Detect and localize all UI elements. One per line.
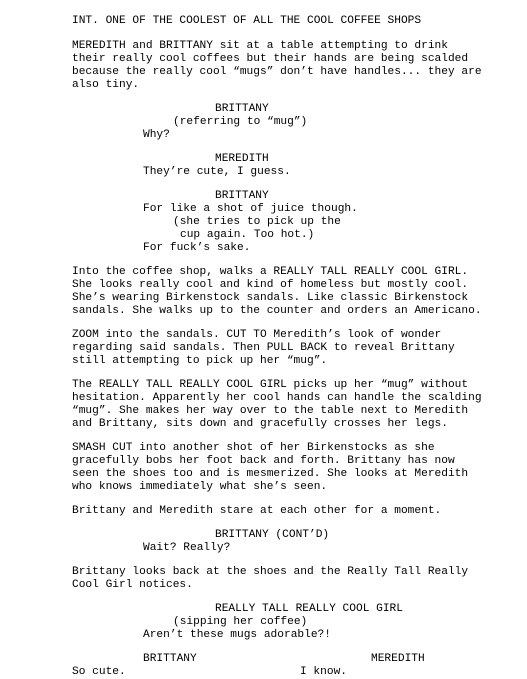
dialogue-line: They’re cute, I guess. <box>143 166 291 178</box>
action-line: Brittany looks back at the shoes and the Really Tall Really <box>72 566 469 578</box>
action-line: gracefully bobs her foot back and forth. Brittany has now <box>72 455 455 467</box>
parenthetical: cup again. Too hot.) <box>180 229 315 241</box>
action-line: She looks really cool and kind of homeless but mostly cool. <box>72 279 469 291</box>
action-line: still attempting to pick up her “mug”. <box>72 355 328 367</box>
scene-heading: INT. ONE OF THE COOLEST OF ALL THE COOL COFFEE SHOPS <box>72 15 422 27</box>
action-line: because the really cool “mugs” don’t have handles... they are <box>72 66 482 78</box>
action-line: and Brittany, sits down and gracefully crosses her legs. <box>72 418 448 430</box>
character-name: MEREDITH <box>215 153 269 165</box>
action-line: ZOOM into the sandals. CUT TO Meredith’s look of wonder <box>72 329 442 341</box>
character-name: BRITTANY <box>215 190 269 202</box>
character-name: BRITTANY <box>215 103 269 115</box>
dialogue-line: For fuck’s sake. <box>143 242 251 254</box>
dialogue-line: For like a shot of juice though. <box>143 203 358 215</box>
action-line: SMASH CUT into another shot of her Birkenstocks as she <box>72 442 435 454</box>
action-line: “mug”. She makes her way over to the table next to Meredith <box>72 405 469 417</box>
parenthetical: (she tries to pick up the <box>173 216 341 228</box>
action-line: hesitation. Apparently her cool hands can handle the scalding <box>72 392 482 404</box>
character-name: MEREDITH <box>371 653 425 665</box>
dialogue-line: Why? <box>143 129 170 141</box>
dialogue-line: I know. <box>300 666 347 678</box>
character-name: BRITTANY (CONT’D) <box>215 529 330 541</box>
action-line: their really cool coffees but their hands are being scalded <box>72 53 469 65</box>
character-name: REALLY TALL REALLY COOL GIRL <box>215 603 403 615</box>
action-line: Cool Girl notices. <box>72 579 193 591</box>
parenthetical: (referring to “mug”) <box>173 116 308 128</box>
action-line: sandals. She walks up to the counter and orders an Americano. <box>72 305 482 317</box>
character-name: BRITTANY <box>143 653 197 665</box>
action-line: regarding said sandals. Then PULL BACK to reveal Brittany <box>72 342 455 354</box>
action-line: Brittany and Meredith stare at each other for a moment. <box>72 505 442 517</box>
dialogue-line: Aren’t these mugs adorable?! <box>143 629 331 641</box>
action-line: MEREDITH and BRITTANY sit at a table attempting to drink <box>72 40 448 52</box>
dialogue-line: So cute. <box>72 666 126 678</box>
action-line: also tiny. <box>72 79 140 91</box>
dialogue-line: Wait? Really? <box>143 542 231 554</box>
parenthetical: (sipping her coffee) <box>173 616 308 628</box>
action-line: who knows immediately what she’s seen. <box>72 481 328 493</box>
action-line: The REALLY TALL REALLY COOL GIRL picks up her “mug” without <box>72 379 469 391</box>
action-line: She’s wearing Birkenstock sandals. Like classic Birkenstock <box>72 292 469 304</box>
action-line: Into the coffee shop, walks a REALLY TALL REALLY COOL GIRL. <box>72 266 469 278</box>
action-line: seen the shoes too and is mesmerized. She looks at Meredith <box>72 468 469 480</box>
